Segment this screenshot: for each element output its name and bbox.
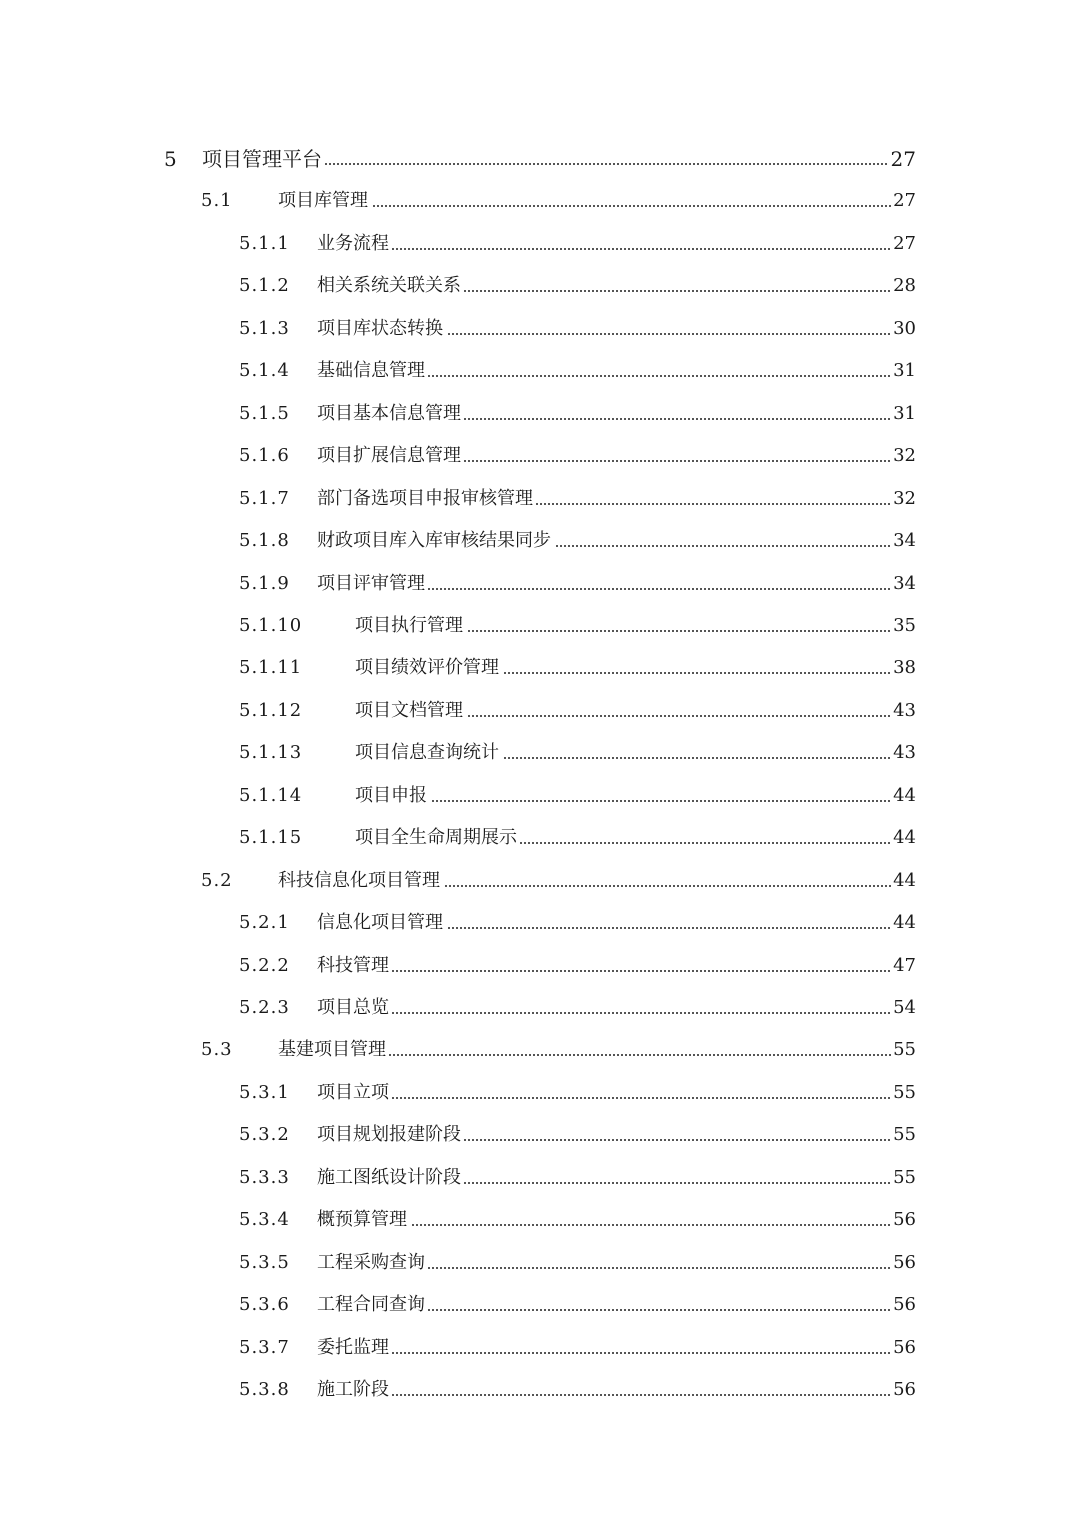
toc-entry-title: 科技信息化项目管理 — [278, 870, 443, 892]
toc-entry-number: 5.1.7 — [239, 487, 290, 509]
toc-entry-title: 施工图纸设计阶段 — [317, 1167, 464, 1189]
toc-entry-number: 5.1.8 — [239, 530, 290, 552]
toc-entry-page-number: 27 — [893, 190, 916, 212]
toc-entry-number: 5.3.6 — [239, 1294, 290, 1316]
toc-entry-title: 相关系统关联关系 — [317, 275, 464, 297]
toc-entry-page-number: 44 — [893, 869, 916, 891]
toc-entry[interactable] — [0, 563, 1080, 595]
toc-entry-page-number: 56 — [893, 1294, 916, 1316]
toc-entry-page-number: 30 — [893, 317, 916, 339]
toc-entry-page-number: 54 — [893, 997, 916, 1018]
toc-entry-page-number: 35 — [893, 614, 916, 636]
toc-entry-page-number: 56 — [893, 1251, 916, 1273]
toc-entry-title: 项目评审管理 — [317, 573, 428, 595]
toc-dot-leader — [317, 970, 894, 972]
toc-entry-number: 5.1.5 — [239, 402, 290, 424]
toc-dot-leader — [317, 1394, 894, 1396]
toc-entry-number: 5.1.6 — [239, 445, 290, 467]
toc-entry-number: 5.1.2 — [239, 275, 290, 297]
toc-entry-title: 基建项目管理 — [278, 1039, 389, 1061]
toc-entry[interactable] — [0, 732, 1080, 764]
toc-entry-number: 5.3.4 — [239, 1209, 290, 1231]
toc-entry-number: 5.1.4 — [239, 360, 290, 382]
toc-entry-page-number: 56 — [893, 1379, 916, 1401]
toc-entry-page-number: 31 — [893, 402, 916, 424]
toc-entry[interactable] — [0, 478, 1080, 510]
toc-entry-title: 项目基本信息管理 — [317, 403, 464, 425]
toc-entry-title: 施工阶段 — [317, 1379, 392, 1401]
toc-entry-title: 信息化项目管理 — [317, 912, 446, 934]
toc-entry[interactable] — [0, 180, 1080, 212]
toc-entry[interactable] — [0, 902, 1080, 934]
toc-entry-title: 基础信息管理 — [317, 360, 428, 382]
toc-entry-page-number: 43 — [893, 699, 916, 721]
toc-entry-title: 项目立项 — [317, 1082, 392, 1104]
toc-entry[interactable] — [0, 605, 1080, 637]
toc-entry[interactable] — [0, 435, 1080, 467]
toc-dot-leader — [317, 248, 894, 250]
toc-entry-number: 5.1.14 — [239, 784, 303, 806]
toc-entry[interactable] — [0, 1199, 1080, 1231]
toc-entry-title: 项目库管理 — [278, 190, 371, 212]
toc-entry-title: 项目文档管理 — [355, 700, 466, 722]
toc-entry[interactable] — [0, 1029, 1080, 1061]
toc-entry-title: 项目规划报建阶段 — [317, 1124, 464, 1146]
toc-dot-leader — [317, 1097, 894, 1099]
toc-entry[interactable] — [0, 1114, 1080, 1146]
toc-entry[interactable] — [0, 1369, 1080, 1401]
toc-entry-page-number: 55 — [893, 1124, 916, 1146]
toc-entry[interactable] — [0, 987, 1080, 1019]
toc-entry-page-number: 47 — [893, 954, 916, 976]
toc-entry[interactable] — [0, 775, 1080, 807]
toc-entry[interactable] — [0, 1242, 1080, 1274]
toc-entry-number: 5.1 — [201, 190, 233, 212]
toc-entry[interactable] — [0, 647, 1080, 679]
toc-entry-title: 项目库状态转换 — [317, 318, 446, 340]
toc-entry-page-number: 31 — [893, 360, 916, 382]
toc-entry-number: 5.2 — [201, 869, 233, 891]
toc-entry-title: 项目绩效评价管理 — [355, 657, 502, 679]
toc-entry-number: 5.3.8 — [239, 1379, 290, 1401]
toc-entry[interactable] — [0, 350, 1080, 382]
toc-entry-page-number: 34 — [893, 530, 916, 552]
toc-entry-number: 5.1.10 — [239, 614, 303, 636]
toc-entry-page-number: 56 — [893, 1209, 916, 1231]
toc-entry[interactable] — [0, 520, 1080, 552]
toc-entry-title: 项目申报 — [355, 785, 430, 807]
toc-entry-page-number: 27 — [890, 147, 916, 171]
toc-entry-title: 部门备选项目申报审核管理 — [317, 488, 536, 510]
toc-entry[interactable] — [0, 1157, 1080, 1189]
toc-entry-number: 5.1.9 — [239, 572, 290, 594]
toc-entry-number: 5 — [164, 147, 178, 171]
toc-entry-page-number: 27 — [893, 232, 916, 254]
toc-dot-leader — [317, 1012, 894, 1014]
toc-entry-number: 5.1.11 — [239, 657, 303, 679]
toc-entry-page-number: 55 — [893, 1039, 916, 1061]
toc-entry-title: 财政项目库入库审核结果同步 — [317, 530, 554, 552]
toc-entry-page-number: 32 — [893, 445, 916, 467]
toc-entry-title: 委托监理 — [317, 1337, 392, 1359]
toc-entry-number: 5.3.2 — [239, 1124, 290, 1146]
toc-entry-page-number: 55 — [893, 1166, 916, 1188]
toc-entry-number: 5.1.1 — [239, 232, 290, 254]
toc-entry-page-number: 43 — [893, 742, 916, 764]
toc-entry[interactable] — [0, 308, 1080, 340]
toc-entry[interactable] — [0, 1072, 1080, 1104]
toc-entry-title: 项目全生命周期展示 — [355, 827, 520, 849]
toc-entry[interactable] — [0, 1327, 1080, 1359]
toc-entry[interactable] — [0, 860, 1080, 892]
toc-entry-page-number: 44 — [893, 912, 916, 934]
toc-entry-number: 5.2.2 — [239, 954, 290, 976]
toc-entry[interactable] — [0, 817, 1080, 849]
toc-entry-number: 5.3.5 — [239, 1251, 290, 1273]
toc-entry[interactable] — [0, 138, 1080, 170]
toc-entry-title: 工程合同查询 — [317, 1294, 428, 1316]
toc-entry[interactable] — [0, 1284, 1080, 1316]
toc-entry-page-number: 55 — [893, 1081, 916, 1103]
toc-entry[interactable] — [0, 265, 1080, 297]
toc-entry-page-number: 28 — [893, 275, 916, 297]
toc-entry-title: 项目扩展信息管理 — [317, 445, 464, 467]
toc-entry-number: 5.1.13 — [239, 742, 303, 764]
toc-entry-number: 5.1.12 — [239, 699, 303, 721]
toc-entry-title: 工程采购查询 — [317, 1252, 428, 1274]
toc-dot-leader — [355, 800, 894, 802]
toc-entry[interactable] — [0, 393, 1080, 425]
toc-entry-number: 5.3 — [201, 1039, 233, 1061]
toc-entry-title: 科技管理 — [317, 955, 392, 977]
toc-entry-number: 5.3.3 — [239, 1166, 290, 1188]
toc-entry-page-number: 44 — [893, 784, 916, 806]
toc-entry-title: 项目信息查询统计 — [355, 742, 502, 764]
toc-entry-number: 5.3.1 — [239, 1081, 290, 1103]
toc-entry-page-number: 56 — [893, 1336, 916, 1358]
toc-entry-title: 概预算管理 — [317, 1209, 410, 1231]
toc-entry-number: 5.2.1 — [239, 912, 290, 934]
toc-entry-page-number: 38 — [893, 657, 916, 679]
toc-entry-title: 业务流程 — [317, 233, 392, 255]
toc-entry-number: 5.3.7 — [239, 1336, 290, 1358]
toc-entry-number: 5.1.15 — [239, 827, 303, 849]
toc-entry[interactable] — [0, 223, 1080, 255]
toc-entry[interactable] — [0, 945, 1080, 977]
toc-dot-leader — [317, 1352, 894, 1354]
toc-entry-title: 项目执行管理 — [355, 615, 466, 637]
toc-entry-number: 5.1.3 — [239, 317, 290, 339]
toc-entry-page-number: 44 — [893, 827, 916, 849]
toc-entry-page-number: 32 — [893, 487, 916, 509]
toc-entry[interactable] — [0, 690, 1080, 722]
toc-entry-title: 项目总览 — [317, 997, 392, 1019]
toc-entry-page-number: 34 — [893, 572, 916, 594]
toc-entry-number: 5.2.3 — [239, 997, 290, 1018]
toc-entry-title: 项目管理平台 — [202, 148, 325, 170]
